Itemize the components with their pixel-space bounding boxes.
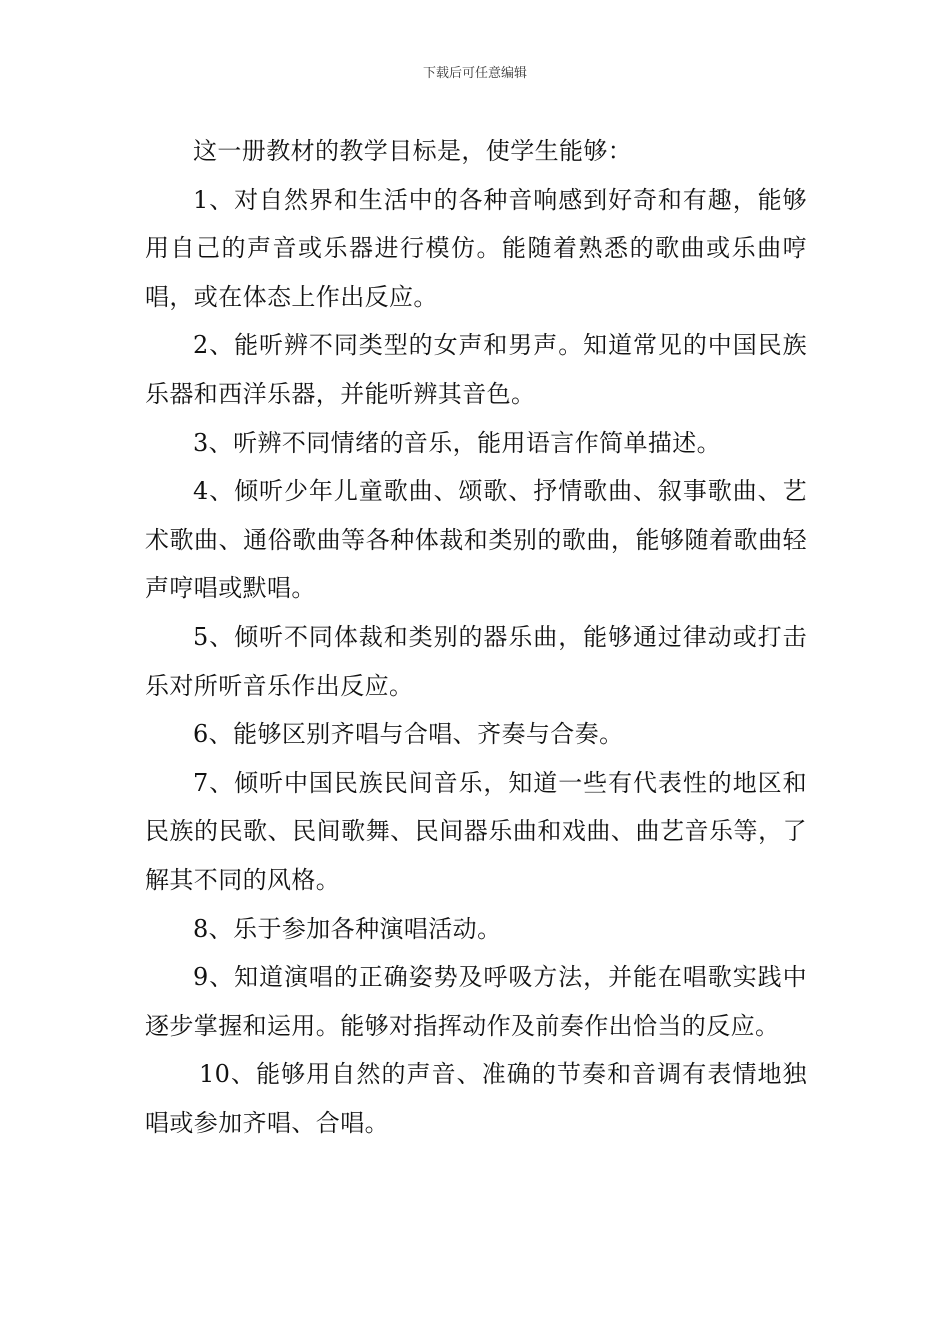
paragraph-goal-10: 10、能够用自然的声音、准确的节奏和音调有表情地独唱或参加齐唱、合唱。	[145, 1060, 807, 1137]
paragraph-intro: 这一册教材的教学目标是，使学生能够：	[193, 137, 633, 165]
paragraph-goal-4: 4、倾听少年儿童歌曲、颂歌、抒情歌曲、叙事歌曲、艺术歌曲、通俗歌曲等各种体裁和类别的歌曲，能够随着歌曲轻声哼唱或默唱。	[145, 477, 807, 603]
paragraph-goal-1: 1、对自然界和生活中的各种音响感到好奇和有趣，能够用自己的声音或乐器进行模仿。能随着熟悉的歌曲或乐曲哼唱，或在体态上作出反应。	[145, 185, 807, 311]
page-header: 下载后可任意编辑	[422, 66, 527, 81]
paragraph-goal-7: 7、倾听中国民族民间音乐，知道一些有代表性的地区和民族的民歌、民间歌舞、民间器乐曲和戏曲、曲艺音乐等，了解其不同的风格。	[145, 768, 807, 894]
paragraph-goal-5: 5、倾听不同体裁和类别的器乐曲，能够通过律动或打击乐对所听音乐作出反应。	[145, 622, 807, 700]
paragraph-goal-6: 6、能够区别齐唱与合唱、齐奏与合奏。	[193, 720, 624, 749]
document-body	[145, 127, 807, 1147]
paragraph-goal-3: 3、听辨不同情绪的音乐，能用语言作简单描述。	[193, 428, 722, 457]
paragraph-goal-9: 9、知道演唱的正确姿势及呼吸方法，并能在唱歌实践中逐步掌握和运用。能够对指挥动作及前奏作出恰当的反应。	[145, 963, 807, 1040]
paragraph-goal-2: 2、能听辨不同类型的女声和男声。知道常见的中国民族乐器和西洋乐器，并能听辨其音色。	[145, 331, 807, 408]
paragraph-goal-8: 8、乐于参加各种演唱活动。	[193, 914, 502, 943]
